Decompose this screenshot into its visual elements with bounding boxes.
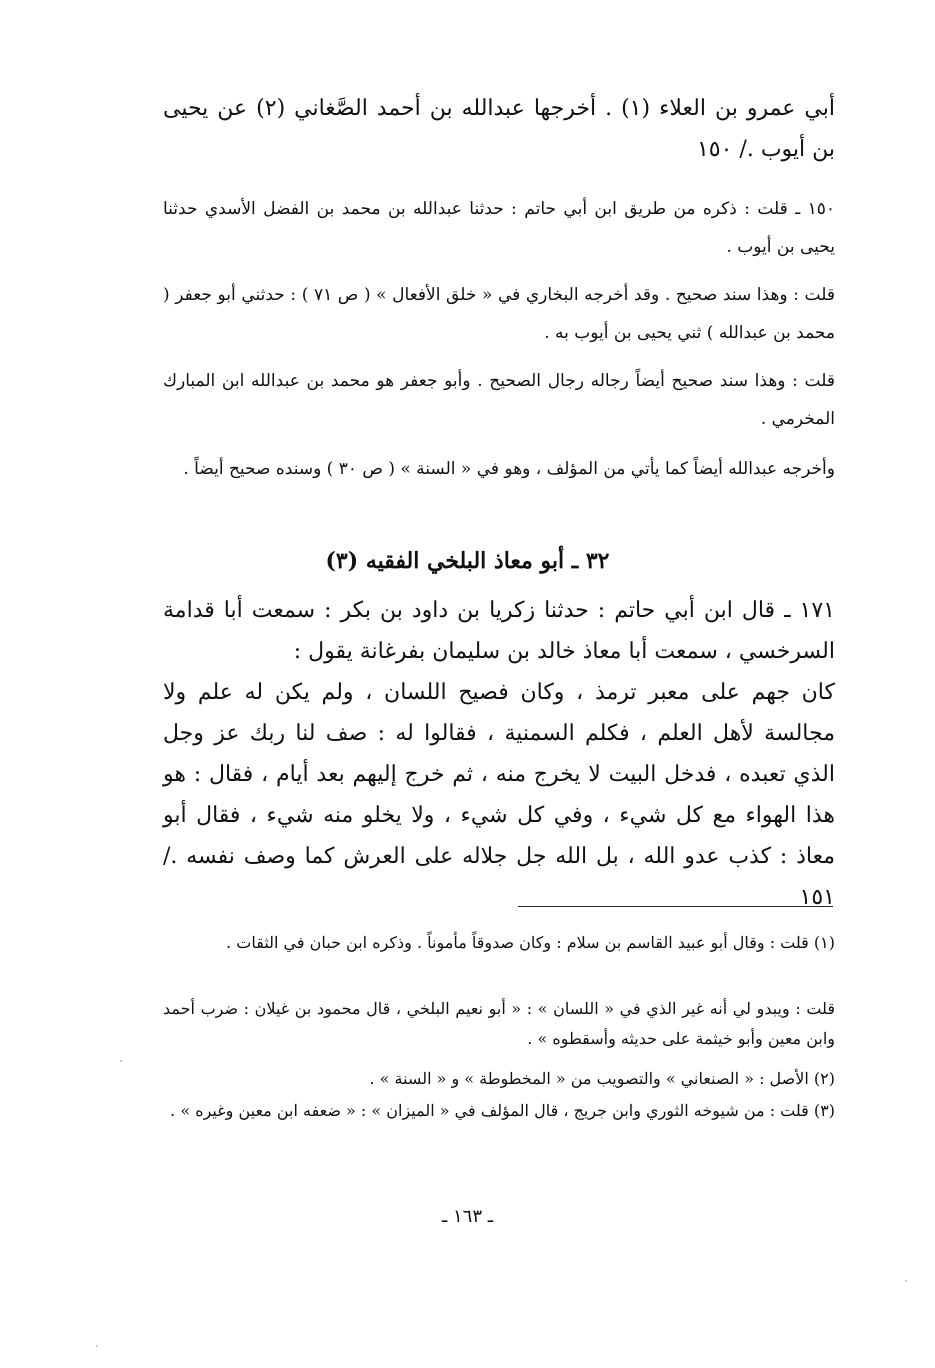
commentary-paragraph-sunnah: وأخرجه عبدالله أيضاً كما يأتي من المؤلف ، وهو في « السنة » ( ص ٣٠ ) وسنده صحيح أيضاً . [183, 459, 835, 479]
scan-speck [120, 1060, 122, 1062]
page-number: ـ ١٦٣ ـ [441, 1206, 493, 1227]
scan-speck [96, 1345, 98, 1347]
section-heading: ٣٢ ـ أبو معاذ البلخي الفقيه (٣) [325, 548, 610, 574]
narration-paragraph-jahm: كان جهم على معبر ترمذ ، وكان فصيح اللسان ، ولم يكن له علم ولا مجالسة لأهل العلم ، فكلم السمنية ، فقالوا له : صف لنا ربك عز وجل الذي تعبده ، فدخل البيت لا يخرج منه ، ثم خرج إليهم بعد أيام ، فقال : هو هذا الهواء مع كل شيء ، وفي كل شيء ، ولا يخلو منه شيء ، فقال أبو معاذ : كذب عدو الله ، بل الله جل جلاله على العرش كما وصف نفسه ./ ١٥١ [163, 680, 835, 910]
commentary-paragraph-sahih: قلت : وهذا سند صحيح أيضاً رجاله رجال الصحيح . وأبو جعفر هو محمد بن عبدالله ابن المبارك المخرمي . [163, 371, 835, 429]
footnote-1-continued: قلت : ويبدو لي أنه غير الذي في « اللسان » : « أبو نعيم البلخي ، قال محمود بن غيلان : ضرب أحمد وابن معين وأبو خيثمة على حديثه وأسقطوه » . [163, 999, 835, 1048]
footnote-divider [518, 906, 833, 907]
narration-paragraph-171: ١٧١ ـ قال ابن أبي حاتم : حدثنا زكريا بن داود بن بكر : سمعت أبا قدامة السرخسي ، سمعت أبا معاذ خالد بن سليمان بفرغانة يقول : [163, 598, 835, 664]
footnote-1: (١) قلت : وقال أبو عبيد القاسم بن سلام : وكان صدوقاً مأموناً . وذكره ابن حبان في الثقات . [226, 933, 835, 952]
continuation-paragraph: أبي عمرو بن العلاء (١) . أخرجها عبدالله بن أحمد الصَّغاني (٢) عن يحيى بن أيوب ./ ١٥٠ [163, 96, 835, 162]
footnote-3: (٣) قلت : من شيوخه الثوري وابن جريج ، قال المؤلف في « الميزان » : « ضعفه ابن معين وغيره » . [170, 1101, 835, 1120]
footnote-2: (٢) الأصل : « الصنعاني » والتصويب من « المخطوطة » و « السنة » . [369, 1069, 835, 1088]
commentary-paragraph-bukhari: قلت : وهذا سند صحيح . وقد أخرجه البخاري في « خلق الأفعال » ( ص ٧١ ) : حدثني أبو جعفر ( محمد بن عبدالله ) ثني يحيى بن أيوب به . [163, 285, 835, 343]
scan-speck [905, 1280, 907, 1282]
commentary-paragraph-150: ١٥٠ ـ قلت : ذكره من طريق ابن أبي حاتم : حدثنا عبدالله بن محمد بن الفضل الأسدي حدثنا يحيى بن أيوب . [163, 199, 835, 257]
